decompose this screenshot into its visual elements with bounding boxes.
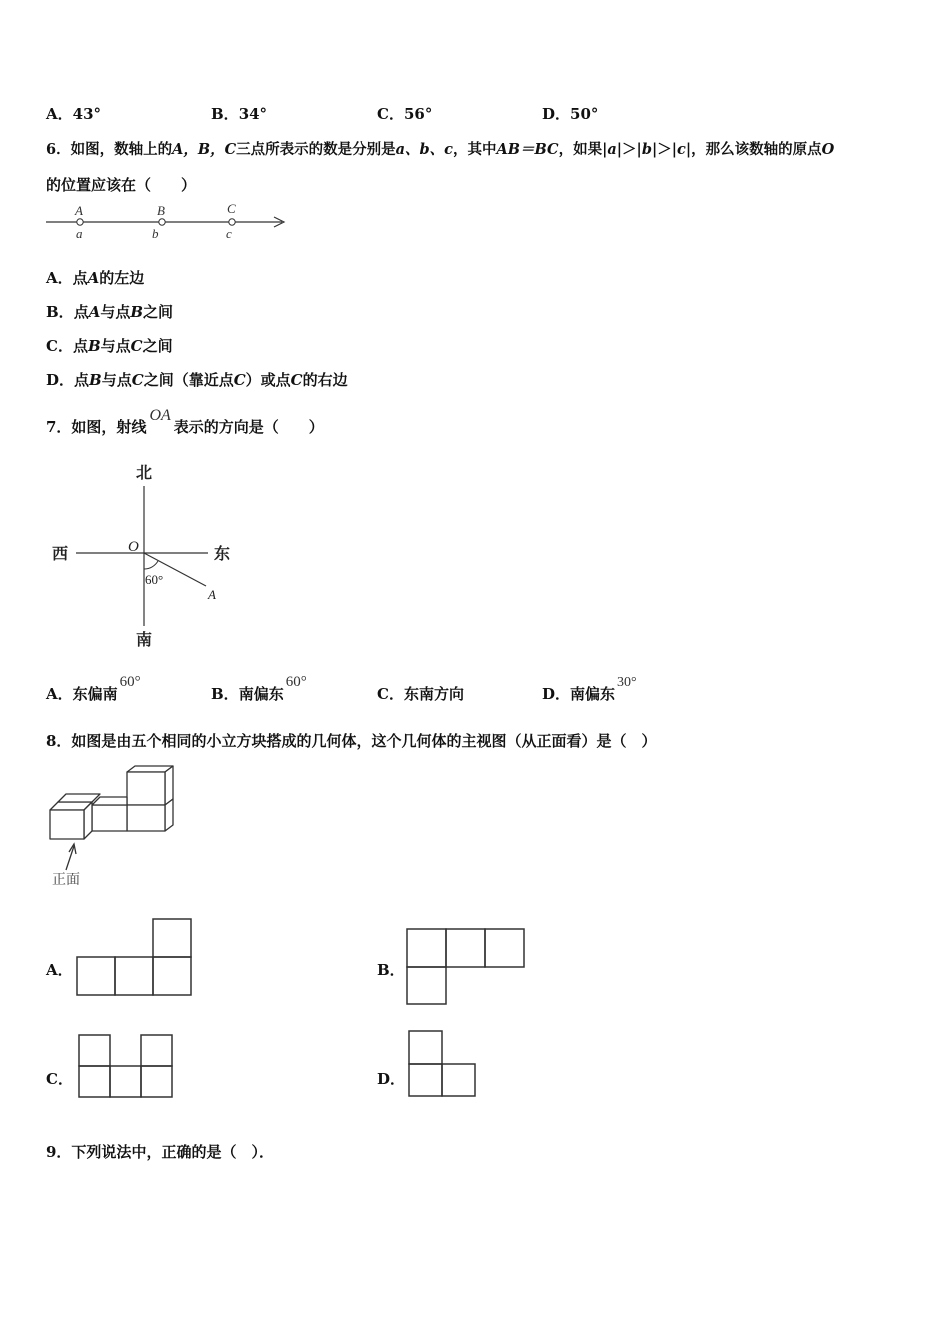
option-text: 点 [72,269,88,287]
q6-points: A，B，C [172,141,237,158]
q6-stem-line2: 的位置应该在（ ） [46,176,197,194]
option-letter: C． [46,337,73,355]
q5-option-d [542,103,598,124]
square [442,1064,475,1096]
label-c: c [226,226,232,241]
option-letter: C． [377,685,404,703]
square [79,1035,110,1066]
option-letter: D． [542,105,571,123]
q8-option-c-letter: C． [46,1070,73,1088]
option-letter: B． [211,685,239,703]
option-superscript: 60° [119,674,141,690]
square [407,929,446,967]
option-var: B [130,303,144,321]
option-text: 50° [570,105,599,123]
q6-text: |＞| [616,141,642,158]
q6-origin: O [821,141,835,158]
q6-values: a、b、c [395,141,454,158]
q6-text: 三点所表示的数是分别是 [236,141,396,158]
q6-text: |＞| [651,141,678,158]
option-var: B [89,371,102,389]
square [115,957,153,995]
q5-option-b [211,103,267,124]
option-text: 与点 [100,303,131,321]
square [141,1066,172,1097]
point-c-marker [229,219,235,225]
square [79,1066,110,1097]
point-b-marker [159,219,165,225]
q6-text: 6．如图，数轴上的 [46,141,173,158]
q6-abs-a: a [607,141,617,158]
origin-label: O [128,539,139,555]
label-C: C [227,201,236,216]
option-letter: C． [377,105,404,123]
option-superscript: 30° [617,675,637,690]
q6-option-a [46,267,144,288]
angle-label: 60° [145,572,164,587]
q5-option-c [377,103,432,124]
q8-option-a-figure [75,916,195,1000]
option-letter: D． [542,685,571,703]
option-var: C [290,371,303,389]
option-var: C [131,371,144,389]
q8-option-d-figure [407,1029,479,1099]
q7-option-c [377,683,464,704]
cube-front-face [127,772,165,805]
option-superscript: 60° [285,674,307,690]
q7-text: 7．如图，射线 [46,418,147,436]
east-label: 东 [214,546,231,563]
square [409,1064,442,1096]
q9-stem: 9．下列说法中，正确的是（ ）． [46,1143,274,1161]
front-label: 正面 [52,873,80,888]
q8-option-c-figure [77,1033,177,1099]
option-var: A [87,269,100,287]
square [110,1066,141,1097]
option-var: A [88,303,101,321]
option-text: 南偏东 [570,685,616,703]
cube-top-face [58,794,100,802]
option-text: 点 [74,371,90,389]
q5-option-a [46,103,101,124]
cube-side-face [165,799,173,831]
q6-option-c [46,335,173,356]
q6-number-line [40,200,300,246]
q7-option-a [46,674,141,704]
q6-option-d [46,369,348,390]
option-text: 点 [73,303,89,321]
option-var: C [130,337,143,355]
q6-option-b [46,301,173,322]
cube-front-face [50,810,84,839]
label-b: b [152,226,159,241]
option-text: 43° [72,105,102,123]
option-letter: A． [46,269,73,287]
q6-abs-b: b [641,141,652,158]
label-A: A [75,203,83,218]
option-text: 的左边 [99,269,145,287]
option-letter: D． [46,371,75,389]
option-letter: B． [46,303,74,321]
q6-abs-c: c [677,141,686,158]
q6-text: ，其中 [453,141,497,158]
option-text: 的右边 [302,371,348,389]
option-text: 与点 [101,371,132,389]
option-text: 之间（靠近点 [143,371,234,389]
square [409,1031,442,1064]
cube-front-face [127,805,165,831]
option-text: 之间 [142,337,173,355]
q8-option-b-letter: B． [377,961,405,979]
q6-text: |，那么该数轴的原点 [685,141,822,158]
square [141,1035,172,1066]
point-a-label: A [208,587,216,602]
label-B: B [157,203,165,218]
q6-stem-line1 [46,138,834,159]
q7-text: 表示的方向是（ ） [173,418,324,436]
q8-option-d-letter: D． [377,1070,406,1088]
option-text: 点 [72,337,88,355]
option-var: B [87,337,101,355]
label-a: a [76,226,83,241]
angle-arc [144,561,158,569]
option-text: 东南方向 [403,685,464,703]
option-text: ）或点 [245,371,291,389]
q8-cube-figure [44,762,184,888]
option-text: 34° [238,105,268,123]
square [446,929,485,967]
square [77,957,115,995]
option-letter: B． [211,105,239,123]
option-text: 与点 [100,337,131,355]
q7-stem [46,407,324,437]
north-label: 北 [136,465,153,482]
q8-option-b-figure [405,927,529,1007]
west-label: 西 [52,546,69,563]
option-text: 东偏南 [72,685,118,703]
q7-ray-label: OA [149,407,171,424]
option-text: 南偏东 [238,685,284,703]
south-label: 南 [136,632,153,649]
square [153,957,191,995]
square [407,967,446,1004]
cube-top-face [92,797,127,805]
q7-option-d [542,675,637,704]
square [153,919,191,957]
cube-front-face [92,805,127,831]
option-text: 之间 [143,303,174,321]
q8-stem: 8．如图是由五个相同的小立方块搭成的几何体，这个几何体的主视图（从正面看）是（ ） [46,732,657,750]
option-letter: A． [46,685,73,703]
option-var: C [233,371,246,389]
q6-equation: AB＝BC [496,141,559,158]
q8-option-a-letter: A． [46,961,73,979]
point-a-marker [77,219,83,225]
option-text: 56° [403,105,433,123]
q6-text: ，如果| [558,141,608,158]
q7-option-b [211,674,307,704]
square [485,929,524,967]
option-letter: A． [46,105,73,123]
q7-compass-figure [48,458,248,658]
